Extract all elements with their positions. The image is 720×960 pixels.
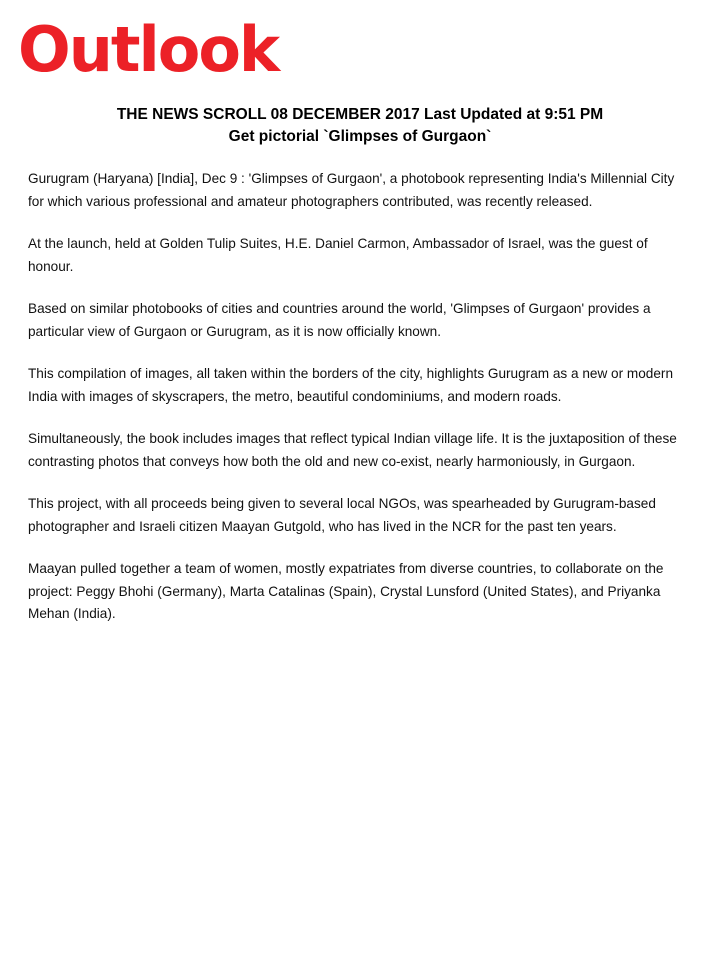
article-paragraph: This project, with all proceeds being given to several local NGOs, was spearheaded by Gurugram-based photographer and Israeli citizen Maayan Gutgold, who has lived in the NCR for the past ten years. xyxy=(28,496,656,534)
article-paragraph: Based on similar photobooks of cities and countries around the world, 'Glimpses of Gurgaon' provides a particular view of Gurgaon or Gurugram, as it is now officially known. xyxy=(28,301,651,339)
article-paragraph: This compilation of images, all taken within the borders of the city, highlights Gurugram as a new or modern India with images of skyscrapers, the metro, beautiful condominiums, and modern roads. xyxy=(28,366,674,404)
article-paragraph: Simultaneously, the book includes images that reflect typical Indian village life. It is the juxtaposition of these contrasting photos that conveys how both the old and new co-exist, nearly harmoniously, in Gurgaon. xyxy=(28,431,677,469)
article-paragraph: At the launch, held at Golden Tulip Suites, H.E. Daniel Carmon, Ambassador of Israel, was the guest of honour. xyxy=(28,236,648,274)
article-paragraph: Gurugram (Haryana) [India], Dec 9 : 'Glimpses of Gurgaon', a photobook representing India's Millennial City for which various professional and amateur photographers contributed, was recently released. xyxy=(28,171,675,209)
article-title: Get pictorial `Glimpses of Gurgaon` xyxy=(228,128,492,145)
headline-block xyxy=(0,104,720,148)
news-scroll-dateline: THE NEWS SCROLL 08 DECEMBER 2017 Last Updated at 9:51 PM xyxy=(116,106,604,123)
article-body xyxy=(28,168,692,646)
article-paragraph: Maayan pulled together a team of women, mostly expatriates from diverse countries, to collaborate on the project: Peggy Bhohi (Germany), Marta Catalinas (Spain), Crystal Lunsford (United States), and Priyanka Mehan (India). xyxy=(28,561,664,621)
outlook-logo: Outlook xyxy=(18,13,279,86)
masthead xyxy=(18,14,278,86)
